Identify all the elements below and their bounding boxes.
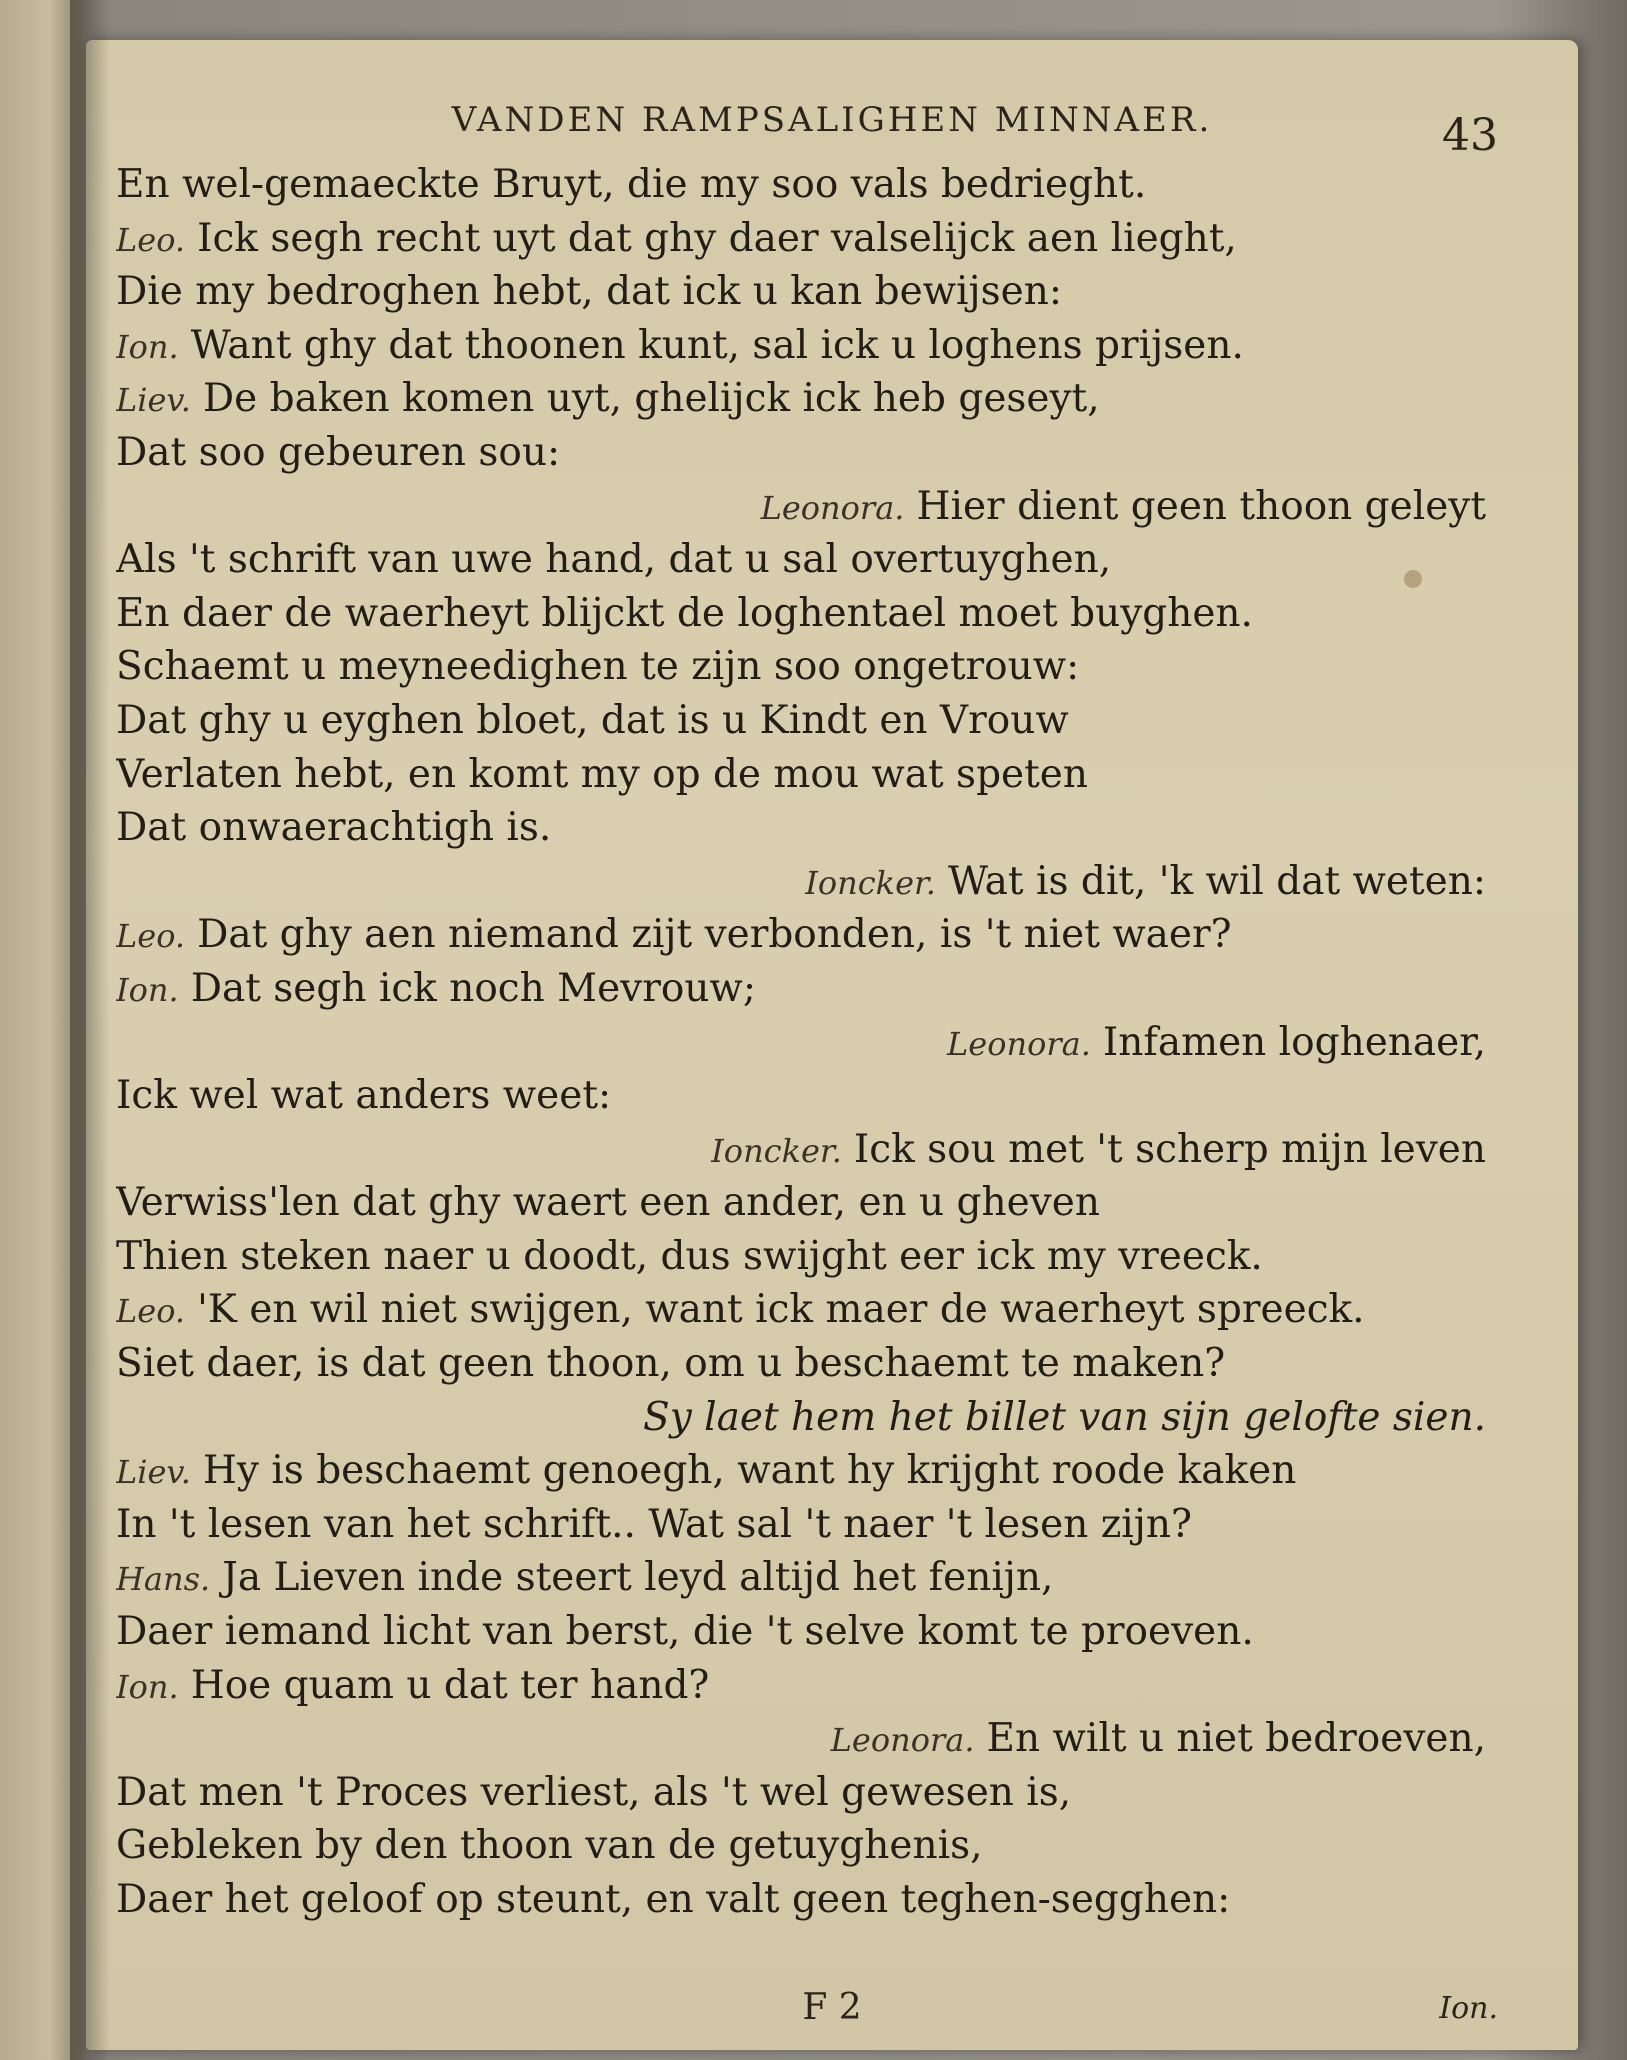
- line-text: Dat ghy u eyghen bloet, dat is u Kindt en Vrouw: [116, 697, 1069, 743]
- speaker-name: Ioncker.: [711, 1131, 842, 1170]
- line-text: Die my bedroghen hebt, dat ick u kan bewijsen:: [116, 269, 1062, 315]
- line-text: En wel-gemaeckte Bruyt, die my soo vals bedrieght.: [116, 162, 1147, 207]
- speaker-name: Leonora.: [760, 488, 905, 527]
- verse-line: [116, 801, 1526, 855]
- verse-line: [116, 587, 1526, 641]
- verse-line: [116, 1659, 1526, 1713]
- speaker-name: Leonora.: [947, 1024, 1091, 1063]
- verse-line: [116, 1391, 1526, 1445]
- speaker-name: Leo.: [116, 1292, 186, 1331]
- line-text: En daer de waerheyt blijckt de loghentael moet buyghen.: [116, 590, 1253, 636]
- speaker-name: Ioncker.: [805, 863, 936, 902]
- line-text: Daer het geloof op steunt, en valt geen teghen-segghen:: [116, 1877, 1231, 1922]
- verse-line: [116, 1444, 1526, 1498]
- verse-line: [116, 1016, 1526, 1070]
- line-text: Ick sou met 't scherp mijn leven: [853, 1126, 1486, 1172]
- line-text: Dat segh ick noch Mevrouw;: [190, 965, 756, 1011]
- line-text: De baken komen uyt, ghelijck ick heb geseyt,: [202, 376, 1100, 422]
- verse-line: [116, 533, 1526, 587]
- line-text: Hy is beschaemt genoegh, want hy krijght roode kaken: [202, 1448, 1297, 1494]
- verse-line: [116, 212, 1526, 266]
- line-text: Ick wel wat anders weet:: [116, 1073, 612, 1119]
- signature-mark: F 2: [802, 1987, 862, 2028]
- line-text: Schaemt u meyneedighen te zijn soo ongetrouw:: [116, 644, 1080, 690]
- line-text: Dat ghy aen niemand zijt verbonden, is 't niet waer?: [197, 912, 1232, 958]
- verse-line: [116, 1123, 1526, 1177]
- verse-line: [116, 265, 1526, 319]
- line-text: Infamen loghenaer,: [1102, 1019, 1486, 1065]
- verse-text: [116, 158, 1526, 1927]
- verse-line: [116, 1873, 1526, 1927]
- verse-line: [116, 1176, 1526, 1230]
- verse-line: [116, 1230, 1526, 1284]
- line-text: Verwiss'len dat ghy waert een ander, en u gheven: [116, 1180, 1100, 1226]
- line-text: Dat soo gebeuren sou:: [116, 429, 561, 475]
- verse-line: [116, 694, 1526, 748]
- line-text: In 't lesen van het schrift.. Wat sal 't naer 't lesen zijn?: [116, 1501, 1192, 1547]
- verse-line: [116, 1283, 1526, 1337]
- verse-line: [116, 480, 1526, 534]
- speaker-name: Leonora.: [830, 1721, 975, 1760]
- verse-line: [116, 319, 1526, 373]
- verse-line: [116, 1819, 1526, 1873]
- line-text: Daer iemand licht van berst, die 't selve komt te proeven.: [116, 1609, 1254, 1655]
- verse-line: [116, 1551, 1526, 1605]
- page-number: 43: [1442, 110, 1498, 161]
- line-text: Thien steken naer u doodt, dus swijght eer ick my vreeck.: [116, 1233, 1263, 1279]
- verse-line: [116, 748, 1526, 802]
- gutter-shadow: [70, 0, 110, 2060]
- speaker-name: Ion.: [116, 1667, 179, 1706]
- line-text: En wilt u niet bedroeven,: [986, 1716, 1486, 1762]
- verse-line: [116, 908, 1526, 962]
- verse-line: [116, 855, 1526, 909]
- speaker-name: Ion.: [116, 970, 179, 1009]
- line-text: Want ghy dat thoonen kunt, sal ick u loghens prijsen.: [190, 322, 1244, 368]
- verse-line: [116, 1605, 1526, 1659]
- verse-line: [116, 1498, 1526, 1552]
- line-text: Ick segh recht uyt dat ghy daer valselijck aen lieght,: [197, 215, 1237, 261]
- line-text: Siet daer, is dat geen thoon, om u beschaemt te maken?: [116, 1341, 1226, 1387]
- verse-line: [116, 1337, 1526, 1391]
- speaker-name: Liev.: [116, 1453, 191, 1492]
- speaker-name: Hans.: [116, 1560, 211, 1599]
- speaker-name: Ion.: [116, 327, 179, 366]
- line-text: Verlaten hebt, en komt my op de mou wat speten: [116, 751, 1088, 797]
- verse-line: [116, 1069, 1526, 1123]
- verse-line: [116, 1712, 1526, 1766]
- line-text: Wat is dit, 'k wil dat weten:: [947, 858, 1486, 904]
- line-text: Gebleken by den thoon van de getuyghenis,: [116, 1823, 983, 1869]
- stage-direction: Sy laet hem het billet van sijn gelofte sien.: [643, 1394, 1486, 1440]
- line-text: Dat men 't Proces verliest, als 't wel gewesen is,: [116, 1769, 1072, 1815]
- verse-line: [116, 962, 1526, 1016]
- verse-line: [116, 1766, 1526, 1820]
- line-text: 'K en wil niet swijgen, want ick maer de waerheyt spreeck.: [197, 1287, 1365, 1333]
- speaker-name: Leo.: [116, 917, 186, 956]
- verse-line: [116, 640, 1526, 694]
- line-text: Dat onwaerachtigh is.: [116, 805, 552, 851]
- verse-line: [116, 372, 1526, 426]
- running-title: VANDEN RAMPSALIGHEN MINNAER.: [451, 100, 1213, 140]
- book-page: [86, 40, 1578, 2050]
- line-text: Hier dient geen thoon geleyt: [916, 483, 1486, 529]
- line-text: Hoe quam u dat ter hand?: [190, 1662, 710, 1708]
- speaker-name: Liev.: [116, 381, 191, 420]
- verse-line: [116, 426, 1526, 480]
- catchword: Ion.: [1439, 1991, 1498, 2026]
- line-text: Ja Lieven inde steert leyd altijd het fenijn,: [222, 1555, 1054, 1601]
- line-text: Als 't schrift van uwe hand, dat u sal overtuyghen,: [116, 537, 1112, 583]
- speaker-name: Leo.: [116, 220, 186, 259]
- verse-line: [116, 158, 1526, 212]
